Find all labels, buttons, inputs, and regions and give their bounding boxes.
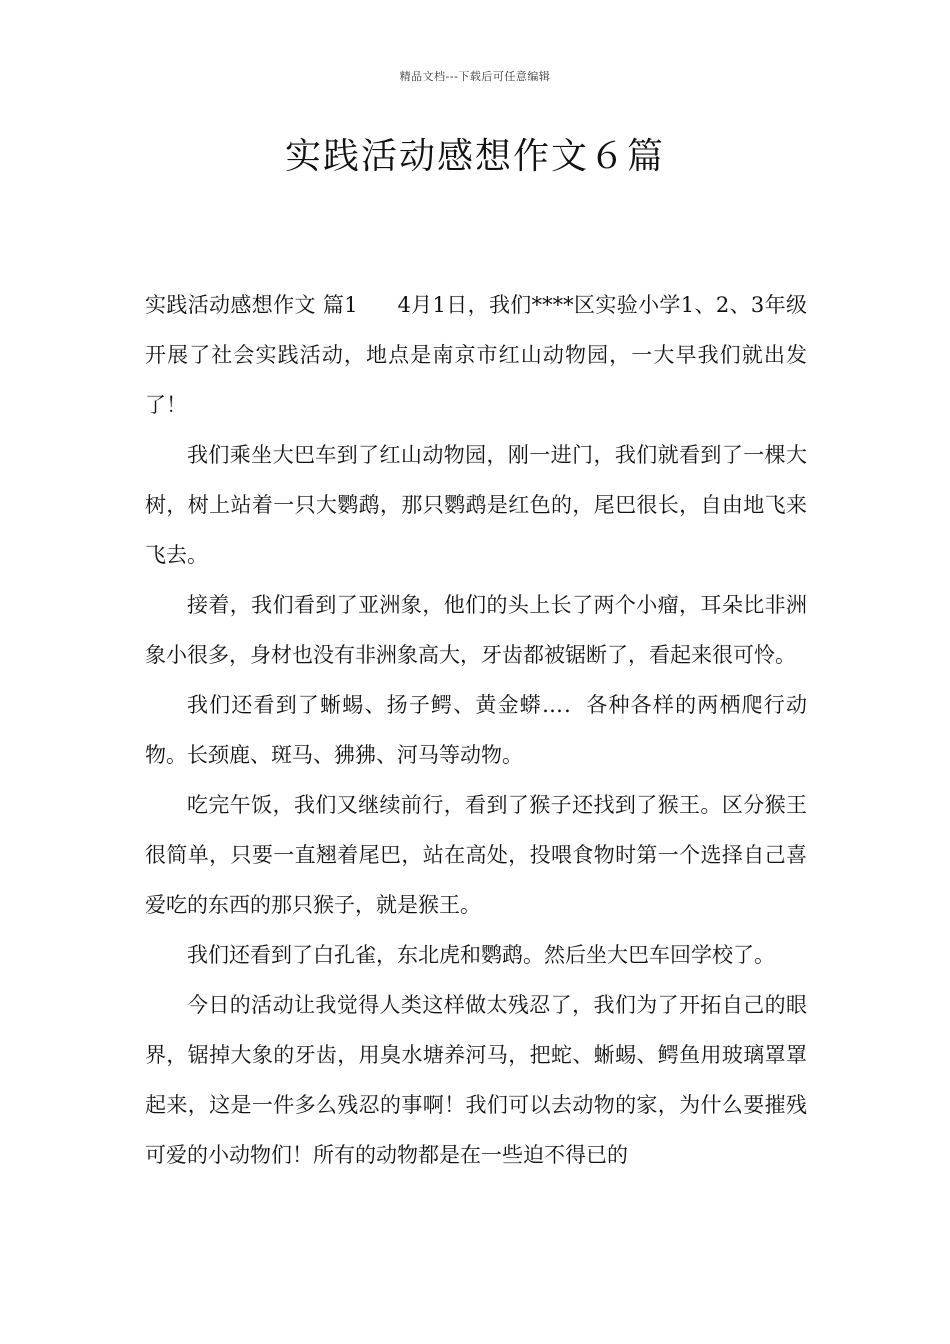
paragraph-text: 4月1日，我们****区实验小学1、2、3年级开展了社会实践活动，地点是南京市红山动物园，一大早我们就出发了！: [145, 293, 807, 417]
paragraph-7: 今日的活动让我觉得人类这样做太残忍了，我们为了开拓自己的眼界，锯掉大象的牙齿，用臭水塘养河马，把蛇、蜥蜴、鳄鱼用玻璃罩罩起来，这是一件多么残忍的事啊！我们可以去动物的家，为什么要摧残可爱的小动物们！所有的动物都是在一些迫不得已的: [145, 993, 807, 1167]
header-note: 精品文档---下载后可任意编辑: [399, 70, 551, 83]
paragraph-1: [145, 280, 807, 430]
section-heading: 实践活动感想作文 篇1: [145, 293, 358, 317]
document-body: [145, 280, 807, 1180]
paragraph-3: 接着，我们看到了亚洲象，他们的头上长了两个小瘤，耳朵比非洲象小很多，身材也没有非洲象高大，牙齿都被锯断了，看起来很可怜。: [145, 593, 807, 667]
paragraph-2: 我们乘坐大巴车到了红山动物园，刚一进门，我们就看到了一棵大树，树上站着一只大鹦鹉，那只鹦鹉是红色的，尾巴很长，自由地飞来飞去。: [145, 443, 807, 567]
paragraph-6: 我们还看到了白孔雀，东北虎和鹦鹉。然后坐大巴车回学校了。: [187, 943, 775, 967]
paragraph-5: 吃完午饭，我们又继续前行，看到了猴子还找到了猴王。区分猴王很简单，只要一直翘着尾巴，站在高处，投喂食物时第一个选择自己喜爱吃的东西的那只猴子，就是猴王。: [145, 793, 807, 917]
document-title: 实践活动感想作文６篇: [284, 136, 665, 177]
paragraph-4: 我们还看到了蜥蜴、扬子鳄、黄金蟒…．各种各样的两栖爬行动物。长颈鹿、斑马、狒狒、河马等动物。: [145, 693, 807, 767]
